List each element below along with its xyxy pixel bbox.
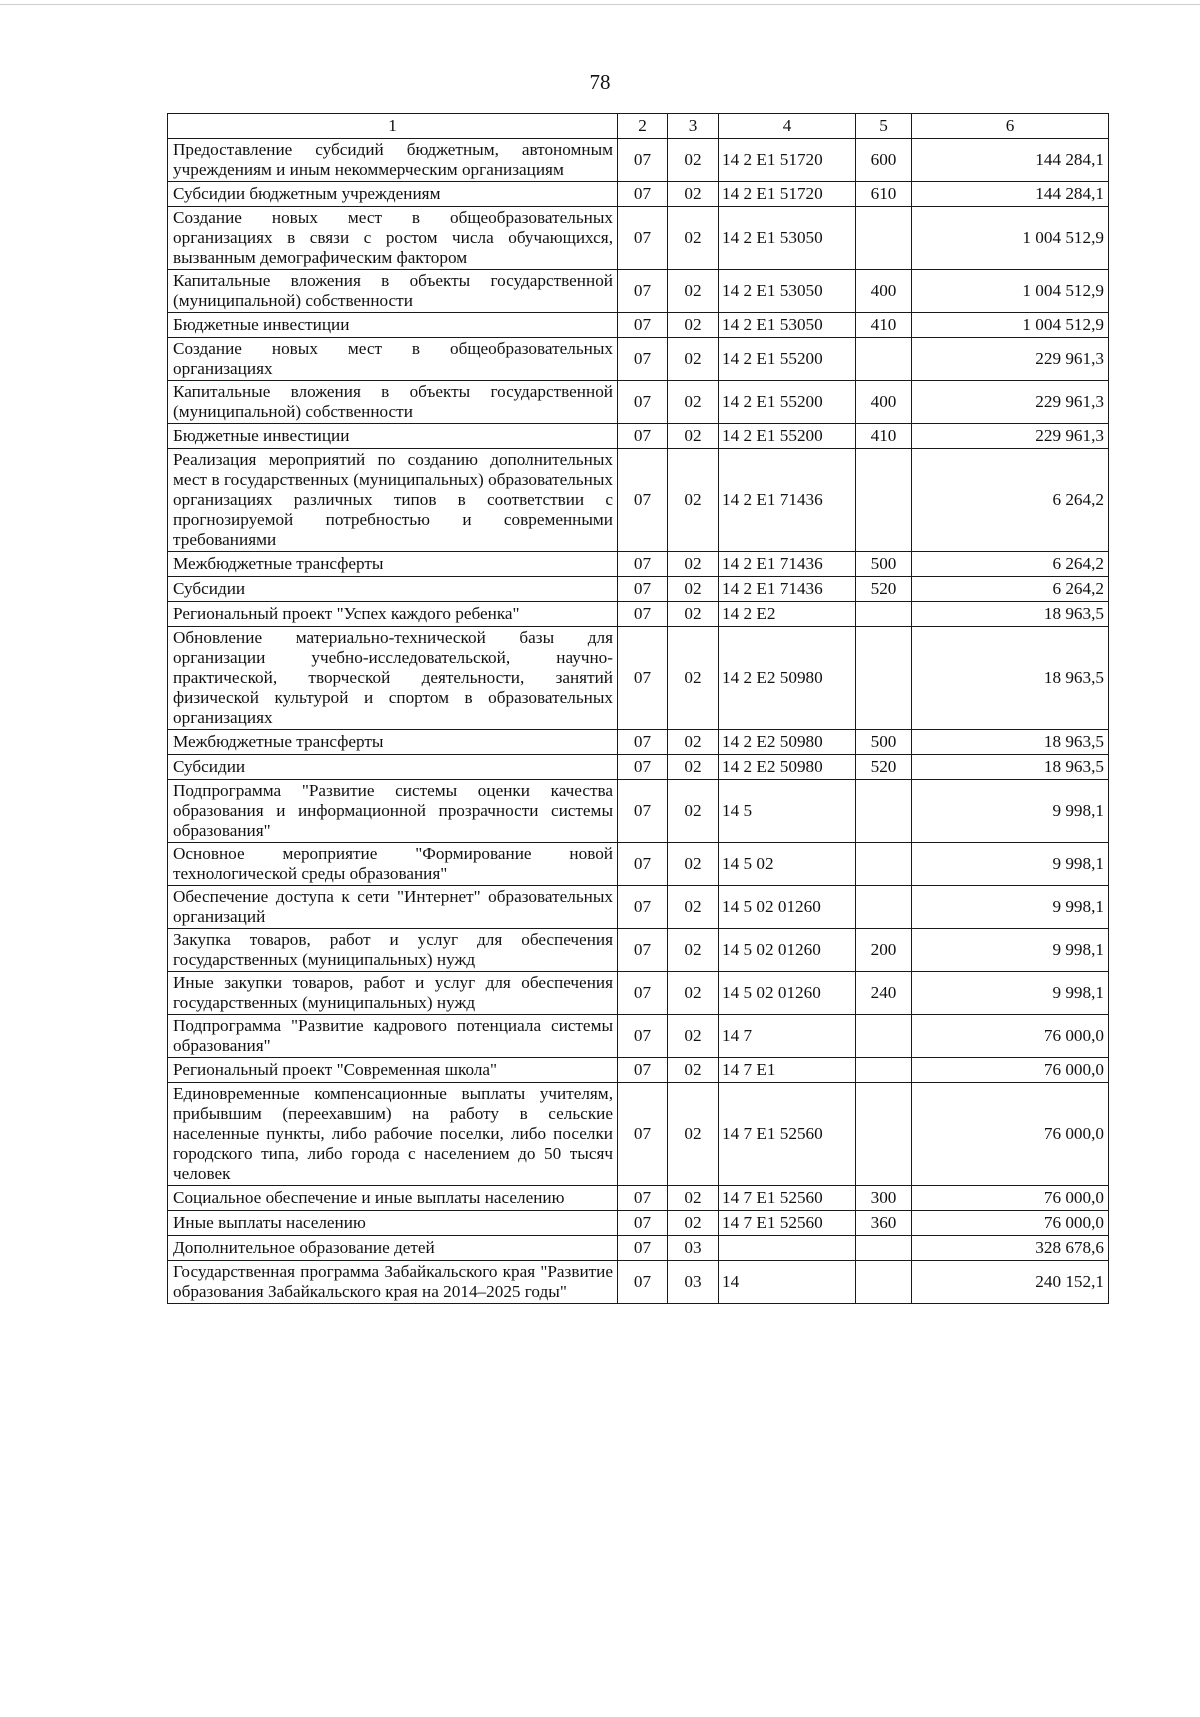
row-target-code [719, 1236, 856, 1261]
row-expense-type: 200 [856, 929, 912, 972]
row-section: 07 [618, 577, 668, 602]
row-subsection: 02 [668, 313, 719, 338]
table-row [168, 577, 1109, 602]
row-section: 07 [618, 424, 668, 449]
row-section: 07 [618, 929, 668, 972]
page-number: 78 [589, 70, 611, 94]
row-amount: 1 004 512,9 [912, 313, 1109, 338]
row-section: 07 [618, 1186, 668, 1211]
row-name: Реализация мероприятий по созданию дополнительных мест в государственных (муниципальных) образовательных организациях различных типов в соответствии с прогнозируемой потребностью и современными требованиями [168, 449, 618, 552]
row-subsection: 02 [668, 780, 719, 843]
row-expense-type [856, 1015, 912, 1058]
row-name: Межбюджетные трансферты [168, 730, 618, 755]
table-row [168, 929, 1109, 972]
row-name: Подпрограмма "Развитие системы оценки качества образования и информационной прозрачности системы образования" [168, 780, 618, 843]
row-amount: 240 152,1 [912, 1261, 1109, 1304]
table-row [168, 424, 1109, 449]
row-expense-type [856, 1083, 912, 1186]
row-subsection: 02 [668, 843, 719, 886]
header-cell-amount: 6 [912, 114, 1109, 139]
table-row [168, 270, 1109, 313]
row-amount: 229 961,3 [912, 381, 1109, 424]
scan-edge [0, 4, 1200, 5]
row-section: 07 [618, 602, 668, 627]
row-target-code: 14 5 02 01260 [719, 972, 856, 1015]
row-expense-type: 410 [856, 424, 912, 449]
table-row [168, 780, 1109, 843]
row-expense-type [856, 780, 912, 843]
row-amount: 6 264,2 [912, 552, 1109, 577]
table-row [168, 182, 1109, 207]
row-section: 07 [618, 207, 668, 270]
row-target-code: 14 2 E2 [719, 602, 856, 627]
row-amount: 6 264,2 [912, 449, 1109, 552]
row-subsection: 02 [668, 627, 719, 730]
row-section: 07 [618, 139, 668, 182]
row-amount: 1 004 512,9 [912, 270, 1109, 313]
row-name: Дополнительное образование детей [168, 1236, 618, 1261]
row-amount: 76 000,0 [912, 1058, 1109, 1083]
row-amount: 9 998,1 [912, 929, 1109, 972]
row-section: 07 [618, 552, 668, 577]
row-expense-type: 500 [856, 730, 912, 755]
header-cell-target-code: 4 [719, 114, 856, 139]
row-subsection: 02 [668, 449, 719, 552]
table-row [168, 1015, 1109, 1058]
row-amount: 76 000,0 [912, 1015, 1109, 1058]
table-row [168, 1236, 1109, 1261]
row-amount: 144 284,1 [912, 182, 1109, 207]
row-subsection: 02 [668, 1186, 719, 1211]
row-expense-type: 240 [856, 972, 912, 1015]
table-row [168, 1211, 1109, 1236]
row-subsection: 02 [668, 972, 719, 1015]
row-expense-type [856, 1261, 912, 1304]
table-row [168, 552, 1109, 577]
row-section: 07 [618, 449, 668, 552]
row-name: Капитальные вложения в объекты государственной (муниципальной) собственности [168, 381, 618, 424]
row-amount: 76 000,0 [912, 1211, 1109, 1236]
table-row [168, 1083, 1109, 1186]
row-subsection: 02 [668, 1058, 719, 1083]
row-name: Основное мероприятие "Формирование новой технологической среды образования" [168, 843, 618, 886]
row-amount: 144 284,1 [912, 139, 1109, 182]
row-subsection: 03 [668, 1261, 719, 1304]
row-target-code: 14 5 02 01260 [719, 886, 856, 929]
row-subsection: 02 [668, 552, 719, 577]
row-subsection: 02 [668, 424, 719, 449]
row-section: 07 [618, 381, 668, 424]
table-row [168, 730, 1109, 755]
table-row [168, 755, 1109, 780]
row-target-code: 14 2 E1 71436 [719, 577, 856, 602]
row-amount: 18 963,5 [912, 627, 1109, 730]
row-amount: 18 963,5 [912, 602, 1109, 627]
row-target-code: 14 2 E1 51720 [719, 182, 856, 207]
row-section: 07 [618, 270, 668, 313]
row-subsection: 02 [668, 207, 719, 270]
row-subsection: 02 [668, 182, 719, 207]
header-cell-expense-type: 5 [856, 114, 912, 139]
row-expense-type: 520 [856, 755, 912, 780]
row-target-code: 14 5 [719, 780, 856, 843]
row-name: Субсидии бюджетным учреждениям [168, 182, 618, 207]
row-target-code: 14 7 E1 52560 [719, 1186, 856, 1211]
row-section: 07 [618, 1211, 668, 1236]
row-target-code: 14 2 E2 50980 [719, 627, 856, 730]
row-expense-type [856, 886, 912, 929]
table-row [168, 886, 1109, 929]
budget-table [167, 113, 1109, 1304]
row-amount: 9 998,1 [912, 780, 1109, 843]
row-name: Создание новых мест в общеобразовательных организациях [168, 338, 618, 381]
row-expense-type [856, 207, 912, 270]
row-section: 07 [618, 182, 668, 207]
row-target-code: 14 7 E1 52560 [719, 1211, 856, 1236]
row-target-code: 14 2 E1 51720 [719, 139, 856, 182]
row-subsection: 02 [668, 886, 719, 929]
row-subsection: 02 [668, 1083, 719, 1186]
row-name: Иные выплаты населению [168, 1211, 618, 1236]
row-name: Региональный проект "Современная школа" [168, 1058, 618, 1083]
header-row [168, 114, 1109, 139]
table-row [168, 602, 1109, 627]
header-cell-name: 1 [168, 114, 618, 139]
row-amount: 9 998,1 [912, 843, 1109, 886]
row-name: Закупка товаров, работ и услуг для обеспечения государственных (муниципальных) нужд [168, 929, 618, 972]
row-amount: 1 004 512,9 [912, 207, 1109, 270]
row-subsection: 03 [668, 1236, 719, 1261]
row-target-code: 14 2 E2 50980 [719, 730, 856, 755]
row-name: Социальное обеспечение и иные выплаты населению [168, 1186, 618, 1211]
table-row [168, 381, 1109, 424]
row-section: 07 [618, 338, 668, 381]
row-subsection: 02 [668, 929, 719, 972]
table-row [168, 338, 1109, 381]
row-name: Межбюджетные трансферты [168, 552, 618, 577]
row-subsection: 02 [668, 270, 719, 313]
row-name: Обновление материально-технической базы для организации учебно-исследовательской, научно-практической, творческой деятельности, занятий физической культурой и спортом в образовательных организациях [168, 627, 618, 730]
row-section: 07 [618, 730, 668, 755]
row-name: Единовременные компенсационные выплаты учителям, прибывшим (переехавшим) на работу в сельские населенные пункты, либо рабочие поселки, либо поселки городского типа, либо города с населением до 50 тысяч человек [168, 1083, 618, 1186]
row-amount: 9 998,1 [912, 972, 1109, 1015]
row-target-code: 14 5 02 01260 [719, 929, 856, 972]
table-row [168, 207, 1109, 270]
row-target-code: 14 2 E1 53050 [719, 313, 856, 338]
row-expense-type: 500 [856, 552, 912, 577]
table-row [168, 972, 1109, 1015]
row-section: 07 [618, 627, 668, 730]
row-target-code: 14 [719, 1261, 856, 1304]
row-amount: 18 963,5 [912, 730, 1109, 755]
row-subsection: 02 [668, 755, 719, 780]
row-expense-type: 520 [856, 577, 912, 602]
row-name: Субсидии [168, 577, 618, 602]
table-row [168, 139, 1109, 182]
table-row [168, 1058, 1109, 1083]
row-section: 07 [618, 780, 668, 843]
row-expense-type [856, 627, 912, 730]
row-name: Подпрограмма "Развитие кадрового потенциала системы образования" [168, 1015, 618, 1058]
row-amount: 229 961,3 [912, 424, 1109, 449]
row-expense-type [856, 338, 912, 381]
table-row [168, 1186, 1109, 1211]
header-cell-subsection: 3 [668, 114, 719, 139]
row-expense-type [856, 843, 912, 886]
row-subsection: 02 [668, 602, 719, 627]
row-name: Предоставление субсидий бюджетным, автономным учреждениям и иным некоммерческим организациям [168, 139, 618, 182]
row-expense-type: 410 [856, 313, 912, 338]
row-subsection: 02 [668, 1211, 719, 1236]
row-expense-type: 400 [856, 381, 912, 424]
row-amount: 328 678,6 [912, 1236, 1109, 1261]
row-section: 07 [618, 972, 668, 1015]
row-target-code: 14 2 E2 50980 [719, 755, 856, 780]
table-row [168, 843, 1109, 886]
row-name: Региональный проект "Успех каждого ребенка" [168, 602, 618, 627]
row-amount: 18 963,5 [912, 755, 1109, 780]
row-section: 07 [618, 1083, 668, 1186]
row-name: Бюджетные инвестиции [168, 424, 618, 449]
row-subsection: 02 [668, 381, 719, 424]
row-expense-type [856, 1236, 912, 1261]
row-name: Обеспечение доступа к сети "Интернет" образовательных организаций [168, 886, 618, 929]
row-expense-type: 610 [856, 182, 912, 207]
row-name: Создание новых мест в общеобразовательных организациях в связи с ростом числа обучающихся, вызванным демографическим фактором [168, 207, 618, 270]
row-target-code: 14 7 [719, 1015, 856, 1058]
row-name: Субсидии [168, 755, 618, 780]
row-expense-type [856, 602, 912, 627]
row-amount: 6 264,2 [912, 577, 1109, 602]
header-cell-section: 2 [618, 114, 668, 139]
row-subsection: 02 [668, 338, 719, 381]
row-subsection: 02 [668, 139, 719, 182]
row-expense-type: 360 [856, 1211, 912, 1236]
row-section: 07 [618, 1236, 668, 1261]
table-row [168, 1261, 1109, 1304]
row-expense-type: 300 [856, 1186, 912, 1211]
row-section: 07 [618, 1058, 668, 1083]
table-row [168, 449, 1109, 552]
row-target-code: 14 2 E1 71436 [719, 449, 856, 552]
row-section: 07 [618, 1261, 668, 1304]
row-target-code: 14 7 E1 [719, 1058, 856, 1083]
row-target-code: 14 2 E1 53050 [719, 207, 856, 270]
row-subsection: 02 [668, 730, 719, 755]
row-target-code: 14 7 E1 52560 [719, 1083, 856, 1186]
row-section: 07 [618, 1015, 668, 1058]
row-target-code: 14 2 E1 71436 [719, 552, 856, 577]
row-name: Иные закупки товаров, работ и услуг для обеспечения государственных (муниципальных) нужд [168, 972, 618, 1015]
row-subsection: 02 [668, 1015, 719, 1058]
row-section: 07 [618, 886, 668, 929]
row-expense-type [856, 449, 912, 552]
row-amount: 9 998,1 [912, 886, 1109, 929]
table-body [168, 139, 1109, 1304]
row-section: 07 [618, 313, 668, 338]
row-expense-type: 400 [856, 270, 912, 313]
row-target-code: 14 2 E1 55200 [719, 338, 856, 381]
row-target-code: 14 2 E1 55200 [719, 424, 856, 449]
row-amount: 229 961,3 [912, 338, 1109, 381]
row-target-code: 14 2 E1 55200 [719, 381, 856, 424]
row-name: Бюджетные инвестиции [168, 313, 618, 338]
row-amount: 76 000,0 [912, 1186, 1109, 1211]
table-row [168, 627, 1109, 730]
row-name: Капитальные вложения в объекты государственной (муниципальной) собственности [168, 270, 618, 313]
row-subsection: 02 [668, 577, 719, 602]
row-target-code: 14 5 02 [719, 843, 856, 886]
row-section: 07 [618, 755, 668, 780]
row-expense-type [856, 1058, 912, 1083]
row-target-code: 14 2 E1 53050 [719, 270, 856, 313]
table-row [168, 313, 1109, 338]
row-section: 07 [618, 843, 668, 886]
row-expense-type: 600 [856, 139, 912, 182]
row-amount: 76 000,0 [912, 1083, 1109, 1186]
row-name: Государственная программа Забайкальского края "Развитие образования Забайкальского края на 2014–2025 годы" [168, 1261, 618, 1304]
